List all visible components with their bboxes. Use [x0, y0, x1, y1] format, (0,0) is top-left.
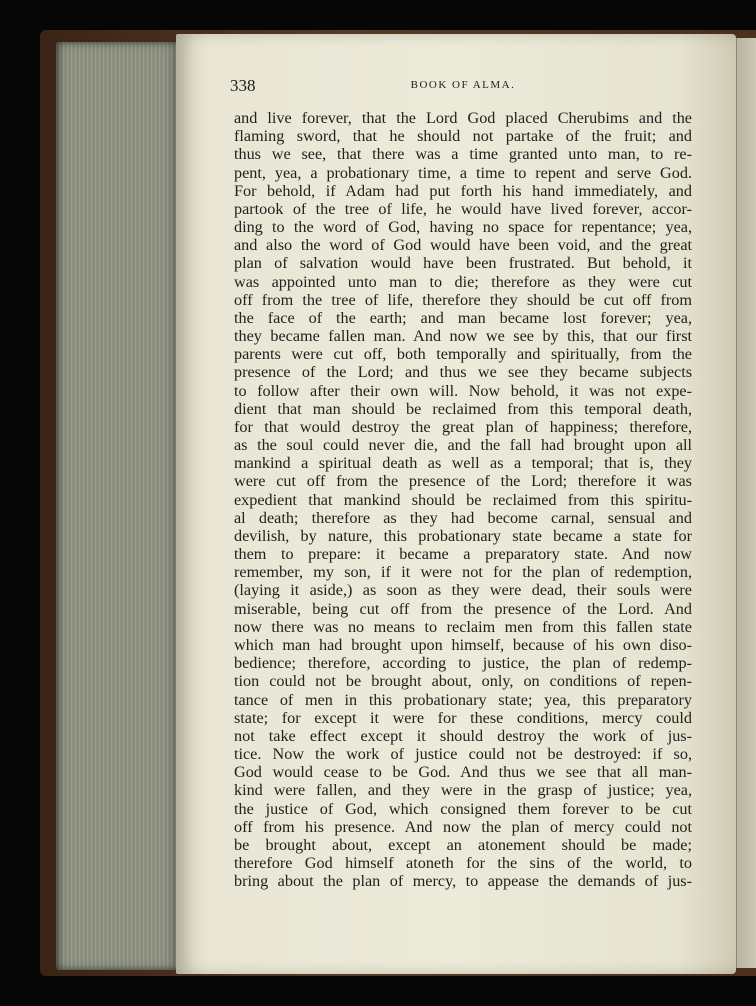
text-line: the justice of God, which consigned them forever to be cut: [234, 799, 692, 818]
page-number: 338: [230, 76, 256, 95]
text-line: kind were fallen, and they were in the grasp of justice; yea,: [234, 781, 692, 800]
text-line: tance of men in this probationary state; yea, this preparatory: [234, 690, 692, 709]
running-head: BOOK OF ALMA.: [410, 79, 516, 91]
text-line: devilish, by nature, this probationary state became a state for: [234, 526, 692, 545]
text-line: off from his presence. And now the plan of mercy could not: [234, 817, 692, 836]
text-line: and live forever, that the Lord God placed Cherubims and the: [234, 109, 692, 127]
text-line: parents were cut off, both temporally and spiritually, from the: [234, 345, 692, 364]
text-line: not take effect except it should destroy the work of jus-: [234, 726, 692, 745]
text-line: for that would destroy the great plan of happiness; therefore,: [234, 417, 692, 436]
text-line: tion could not be brought about, only, on conditions of repen-: [234, 672, 692, 691]
text-line: state; for except it were for these conditions, mercy could: [234, 708, 692, 727]
text-line: bedience; therefore, according to justice, the plan of redemp-: [234, 654, 692, 673]
text-line: God would cease to be God. And thus we see that all man-: [234, 763, 692, 782]
text-line: For behold, if Adam had put forth his hand immediately, and: [234, 181, 692, 200]
text-line: was appointed unto man to die; therefore as they were cut: [234, 272, 692, 291]
text-line: mankind a spiritual death as well as a temporal; that is, they: [234, 454, 692, 473]
text-line: thus we see, that there was a time granted unto man, to re-: [234, 145, 692, 164]
text-line: be brought about, except an atonement should be made;: [234, 835, 692, 854]
text-line: tice. Now the work of justice could not be destroyed: if so,: [234, 745, 692, 764]
text-line: dient that man should be reclaimed from this temporal death,: [234, 399, 692, 418]
text-line: plan of salvation would have been frustrated. But behold, it: [234, 254, 692, 273]
text-line: pent, yea, a probationary time, a time to repent and serve God.: [234, 163, 692, 182]
text-line: expedient that mankind should be reclaimed from this spiritu-: [234, 490, 692, 509]
text-line: therefore God himself atoneth for the sins of the world, to: [234, 854, 692, 873]
text-line: the face of the earth; and man became lost forever; yea,: [234, 308, 692, 327]
text-line: to follow after their own will. Now behold, it was not expe-: [234, 381, 692, 400]
text-line: ding to the word of God, having no space for repentance; yea,: [234, 218, 692, 237]
page-header: [230, 76, 696, 100]
text-line: were cut off from the presence of the Lord; therefore it was: [234, 472, 692, 491]
text-line: which man had brought upon himself, because of his own diso-: [234, 635, 692, 654]
text-line: (laying it aside,) as soon as they were dead, their souls were: [234, 581, 692, 600]
text-line: now there was no means to reclaim men from this fallen state: [234, 617, 692, 636]
facing-page-edge: [736, 38, 756, 968]
text-line: presence of the Lord; and thus we see they became subjects: [234, 363, 692, 382]
page-body-text: [234, 109, 692, 890]
text-line: as the soul could never die, and the fall had brought upon all: [234, 436, 692, 455]
text-line: they became fallen man. And now we see by this, that our first: [234, 327, 692, 346]
text-line: partook of the tree of life, he would have lived forever, accor-: [234, 199, 692, 218]
text-line: them to prepare: it became a preparatory state. And now: [234, 545, 692, 564]
text-line: bring about the plan of mercy, to appease the demands of jus-: [234, 872, 692, 891]
page-edges: [56, 42, 180, 970]
text-line: and also the word of God would have been void, and the great: [234, 236, 692, 255]
text-line: miserable, being cut off from the presence of the Lord. And: [234, 599, 692, 618]
text-line: al death; therefore as they had become carnal, sensual and: [234, 508, 692, 527]
text-line: remember, my son, if it were not for the plan of redemption,: [234, 563, 692, 582]
text-line: off from the tree of life, therefore they should be cut off from: [234, 290, 692, 309]
text-line: flaming sword, that he should not partake of the fruit; and: [234, 127, 692, 146]
